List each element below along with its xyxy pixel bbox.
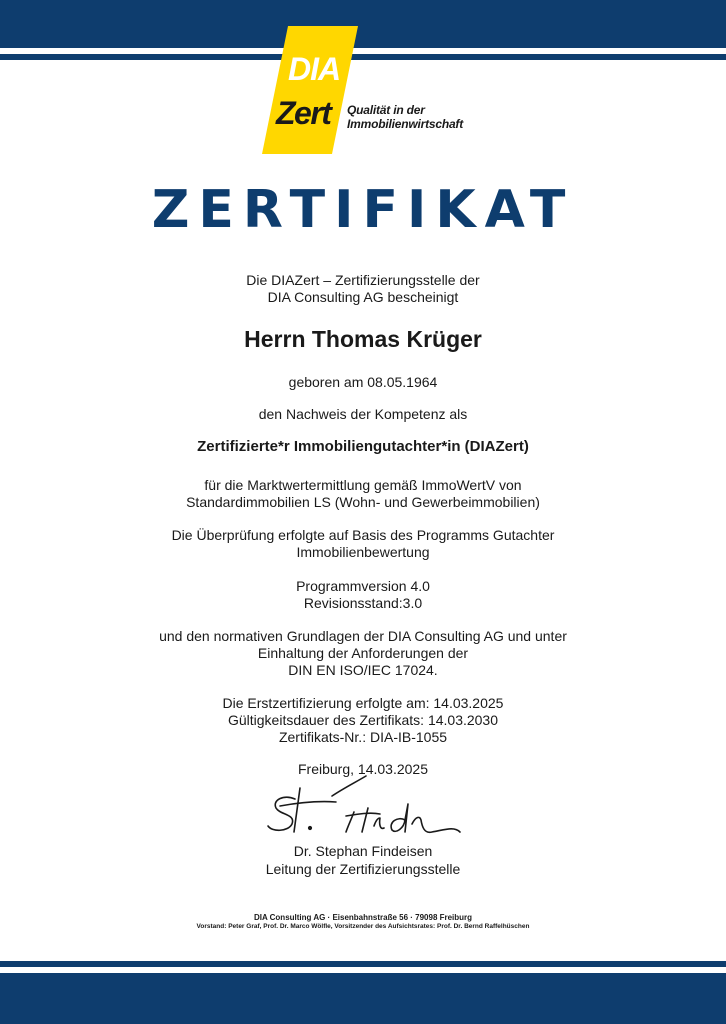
program-version: Programmversion 4.0 bbox=[296, 578, 430, 594]
norm-line-1: und den normativen Grundlagen der DIA Consulting AG und unter bbox=[159, 628, 567, 644]
footer-band bbox=[0, 973, 726, 1024]
header-band bbox=[0, 0, 726, 48]
footer-stripe bbox=[0, 961, 726, 967]
competence-line: den Nachweis der Kompetenz als bbox=[258, 406, 468, 422]
diazert-logo bbox=[262, 26, 358, 154]
tagline-line2: Immobilienwirtschaft bbox=[347, 117, 464, 131]
signature bbox=[262, 768, 467, 840]
logo-tagline bbox=[347, 103, 463, 131]
logo-text-zert: Zert bbox=[276, 95, 331, 131]
intro-line-2: DIA Consulting AG bescheinigt bbox=[267, 289, 459, 305]
footer-address: DIA Consulting AG · Eisenbahnstraße 56 · 79098 Freiburg bbox=[253, 913, 473, 922]
audit-line-1: Die Überprüfung erfolgte auf Basis des Programms Gutachter bbox=[171, 527, 555, 543]
footer-board: Vorstand: Peter Graf, Prof. Dr. Marco Wölfle, Vorsitzender des Aufsichtsrates: Prof. Dr. Bernd Raffelhüschen bbox=[196, 923, 530, 930]
birth-date: geboren am 08.05.1964 bbox=[288, 374, 438, 390]
scope-line-2: Standardimmobilien LS (Wohn- und Gewerbeimmobilien) bbox=[186, 494, 540, 510]
norm-line-2: Einhaltung der Anforderungen der bbox=[257, 645, 469, 661]
intro-line-1: Die DIAZert – Zertifizierungsstelle der bbox=[246, 272, 480, 288]
norm-line-3: DIN EN ISO/IEC 17024. bbox=[288, 662, 438, 678]
signer-role: Leitung der Zertifizierungsstelle bbox=[265, 861, 461, 877]
recipient-name: Herrn Thomas Krüger bbox=[244, 326, 482, 352]
validity-date: Gültigkeitsdauer des Zertifikats: 14.03.2030 bbox=[227, 712, 499, 728]
tagline-line1: Qualität in der bbox=[347, 103, 425, 117]
revision-status: Revisionsstand:3.0 bbox=[303, 595, 423, 611]
qualification-title: Zertifizierte*r Immobiliengutachter*in (DIAZert) bbox=[197, 438, 529, 455]
audit-line-2: Immobilienbewertung bbox=[296, 544, 430, 560]
place-and-date: Freiburg, 14.03.2025 bbox=[298, 761, 428, 777]
first-certification-date: Die Erstzertifizierung erfolgte am: 14.03.2025 bbox=[222, 695, 504, 711]
logo-text-dia: DIA bbox=[288, 51, 341, 87]
signer-name: Dr. Stephan Findeisen bbox=[293, 843, 433, 859]
certificate-number: Zertifikats-Nr.: DIA-IB-1055 bbox=[278, 729, 448, 745]
certificate-title: ZERTIFIKAT bbox=[151, 180, 575, 240]
header-stripe bbox=[0, 54, 726, 60]
scope-line-1: für die Marktwertermittlung gemäß ImmoWertV von bbox=[204, 477, 522, 493]
